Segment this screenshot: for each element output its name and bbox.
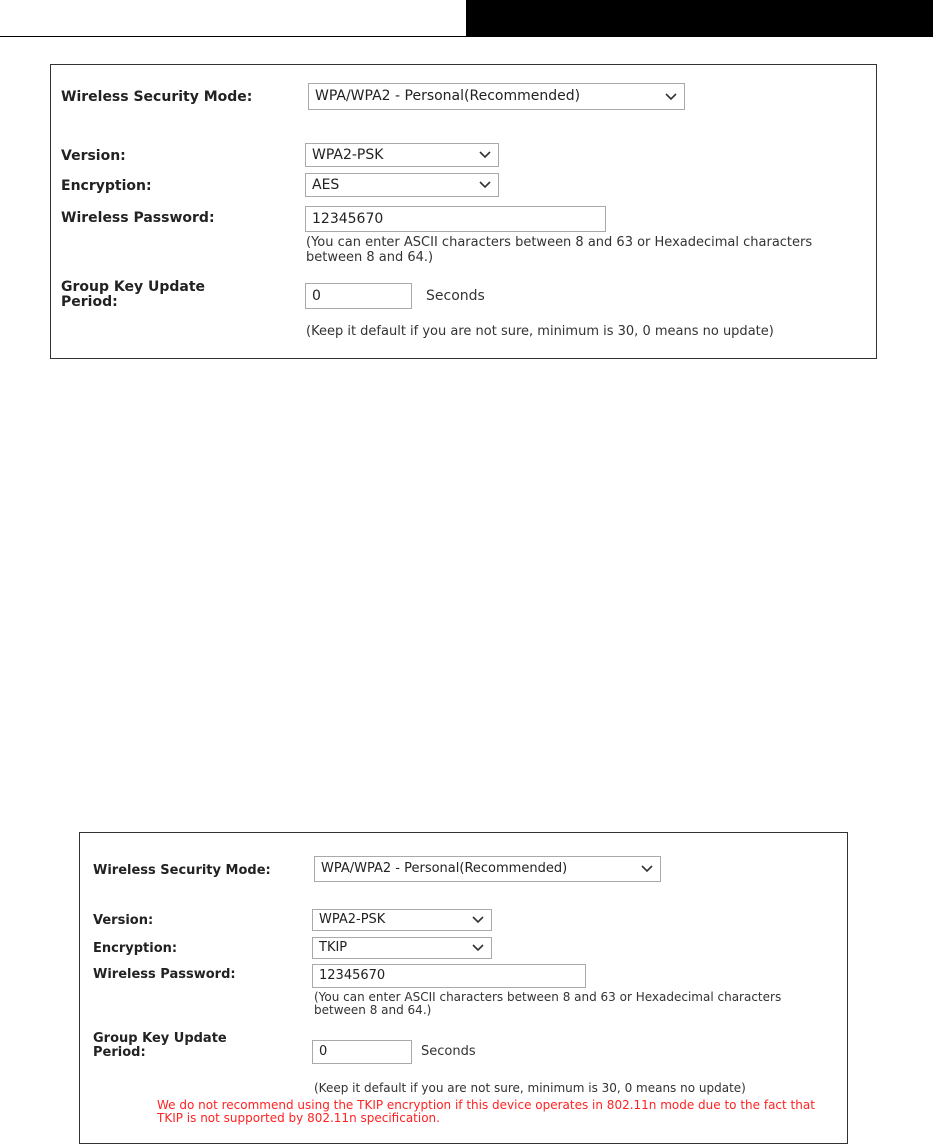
password-value: 12345670 [319,968,386,983]
encryption-select[interactable] [305,173,499,197]
tkip-warning: We do not recommend using the TKIP encryption if this device operates in 802.11n mode due to the fact that TKIP is not supported by 802.11n specification. [157,1098,815,1126]
header-rule [0,36,468,37]
password-hint: (You can enter ASCII characters between 8 and 63 or Hexadecimal characters between 8 and 64.) [314,990,782,1018]
chevron-down-icon [478,150,492,160]
wpa-settings-panel-aes [50,64,877,359]
version-label: Version: [61,148,126,164]
security-mode-label: Wireless Security Mode: [61,89,253,105]
version-value: WPA2-PSK [319,912,386,927]
password-input[interactable] [305,206,606,232]
chevron-down-icon [640,864,654,874]
version-label: Version: [93,913,154,928]
group-key-input[interactable] [305,283,412,309]
password-hint: (You can enter ASCII characters between 8 and 63 or Hexadecimal characters between 8 and 64.) [306,235,813,265]
group-key-label: Group Key Update Period: [93,1031,227,1061]
password-label: Wireless Password: [93,967,236,982]
group-key-unit: Seconds [421,1044,476,1059]
chevron-down-icon [478,180,492,190]
security-mode-select[interactable] [308,83,685,110]
password-label: Wireless Password: [61,210,215,226]
group-key-hint: (Keep it default if you are not sure, minimum is 30, 0 means no update) [306,324,774,339]
security-mode-select[interactable] [314,856,661,882]
chevron-down-icon [471,915,485,925]
group-key-value: 0 [312,288,321,304]
security-mode-value: WPA/WPA2 - Personal(Recommended) [321,861,568,876]
security-mode-value: WPA/WPA2 - Personal(Recommended) [315,88,581,104]
encryption-label: Encryption: [93,941,178,956]
encryption-select[interactable] [312,937,492,959]
version-select[interactable] [312,909,492,931]
group-key-label: Group Key Update Period: [61,279,206,311]
encryption-value: AES [312,177,340,193]
group-key-value: 0 [319,1044,328,1059]
chevron-down-icon [664,92,678,102]
security-mode-label: Wireless Security Mode: [93,863,271,878]
encryption-value: TKIP [319,940,348,955]
version-select[interactable] [305,143,499,167]
group-key-input[interactable] [312,1040,412,1064]
encryption-label: Encryption: [61,178,152,194]
wpa-settings-panel-tkip [79,832,848,1144]
chevron-down-icon [471,943,485,953]
group-key-hint: (Keep it default if you are not sure, minimum is 30, 0 means no update) [314,1081,746,1095]
version-value: WPA2-PSK [312,147,384,163]
header-bar [466,0,933,37]
password-input[interactable] [312,964,586,988]
group-key-unit: Seconds [426,288,485,304]
password-value: 12345670 [312,211,384,227]
